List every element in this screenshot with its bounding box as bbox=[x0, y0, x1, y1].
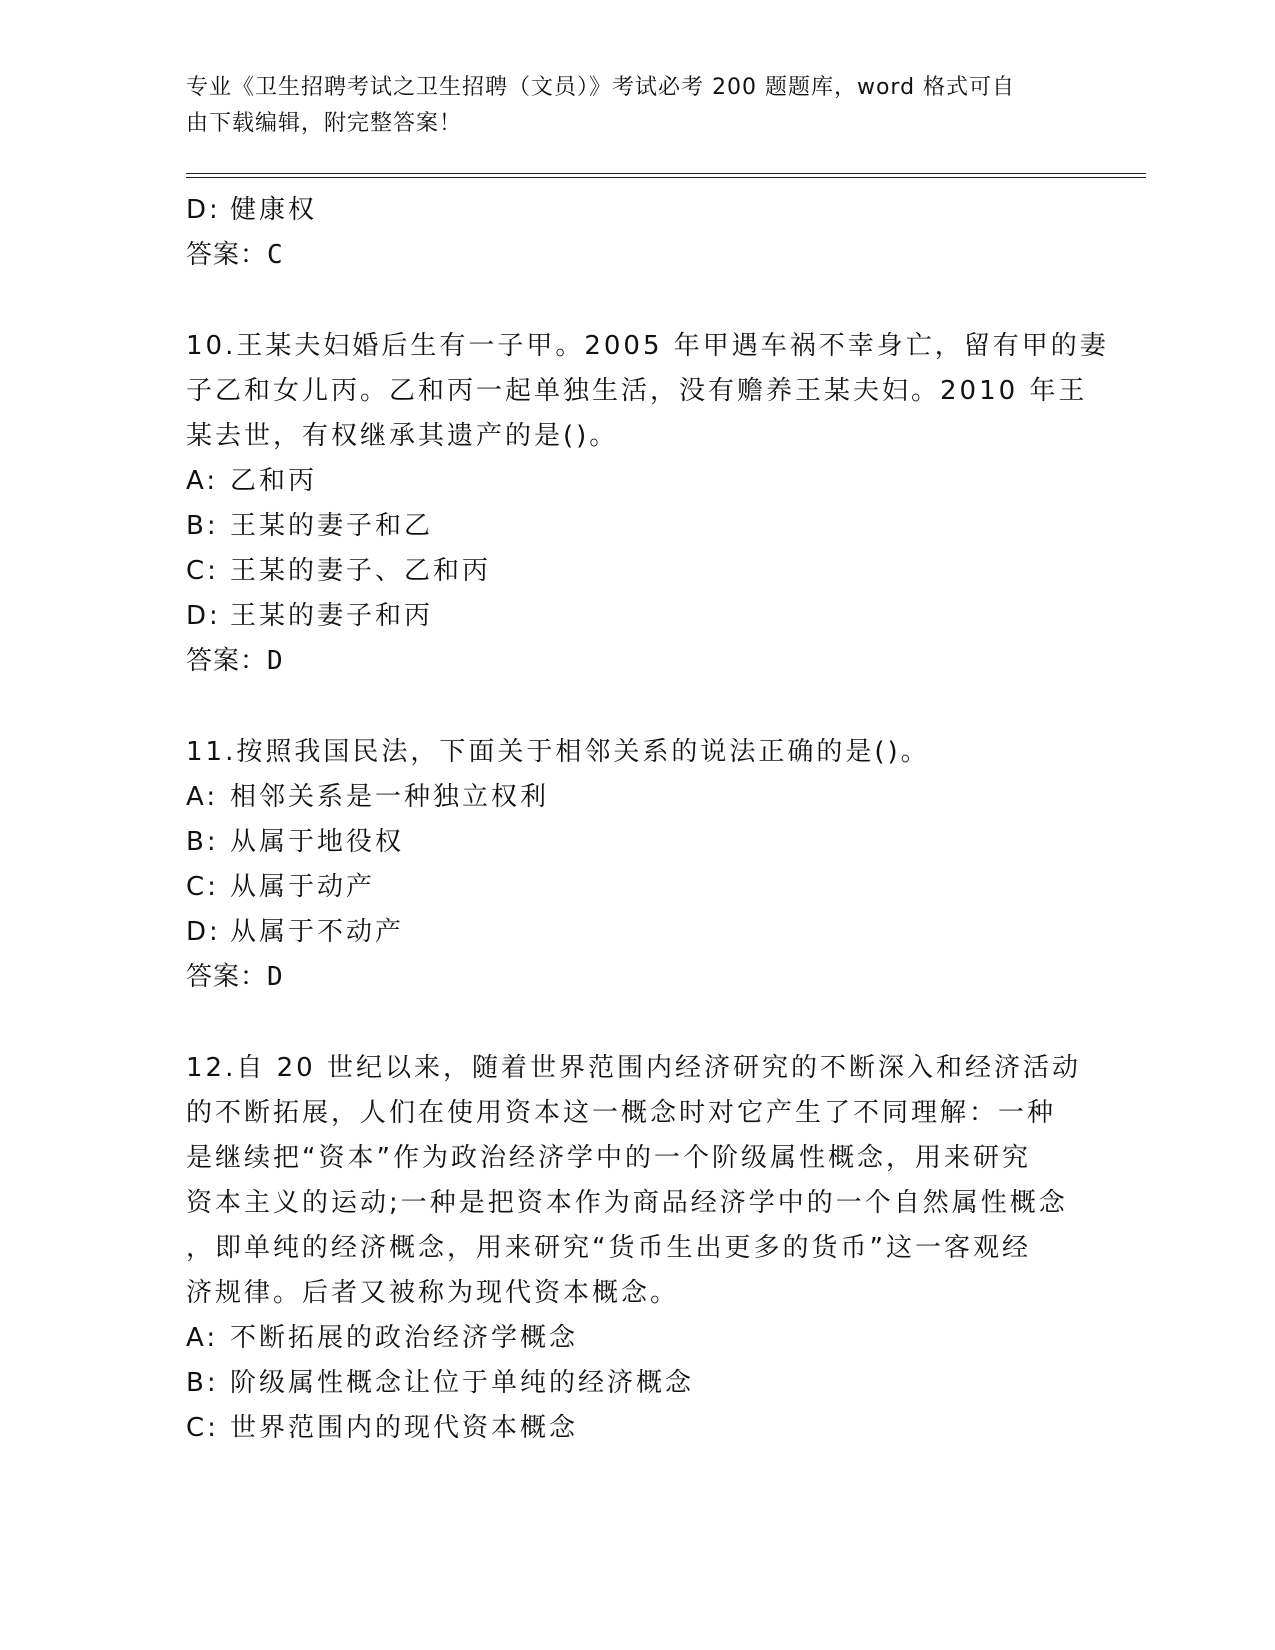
option-label: C: bbox=[186, 872, 219, 902]
answer-label: 答案： bbox=[186, 962, 268, 992]
answer-line bbox=[186, 233, 1086, 278]
header-line-2: 由下载编辑，附完整答案！ bbox=[186, 111, 463, 136]
option-c bbox=[186, 865, 1086, 910]
option-label: B: bbox=[186, 1368, 219, 1398]
answer-value: D bbox=[267, 646, 284, 676]
answer-value: C bbox=[267, 240, 284, 270]
document-body bbox=[186, 188, 1109, 1451]
option-b bbox=[186, 820, 1086, 865]
option-label: A: bbox=[186, 782, 219, 812]
option-text: 阶级属性概念让位于单纯的经济概念 bbox=[230, 1368, 695, 1398]
option-label: D: bbox=[186, 195, 221, 225]
option-label: C: bbox=[186, 556, 219, 586]
option-text: 不断拓展的政治经济学概念 bbox=[230, 1323, 579, 1353]
question-text-line: 资本主义的运动;一种是把资本作为商品经济学中的一个自然属性概念 bbox=[186, 1188, 1068, 1218]
option-text: 从属于不动产 bbox=[230, 917, 405, 947]
answer-line bbox=[186, 639, 1086, 684]
option-label: A: bbox=[186, 1323, 219, 1353]
option-d bbox=[186, 188, 1086, 233]
option-label: B: bbox=[186, 827, 219, 857]
option-label: D: bbox=[186, 601, 221, 631]
option-text: 乙和丙 bbox=[230, 466, 318, 496]
option-text: 相邻关系是一种独立权利 bbox=[230, 782, 550, 812]
option-text: 王某的妻子、乙和丙 bbox=[230, 556, 492, 586]
option-text: 从属于地役权 bbox=[230, 827, 405, 857]
answer-label: 答案： bbox=[186, 240, 268, 270]
option-label: A: bbox=[186, 466, 219, 496]
question-text-line: 10.王某夫妇婚后生有一子甲。2005 年甲遇车祸不幸身亡，留有甲的妻 bbox=[186, 331, 1109, 361]
option-label: C: bbox=[186, 1413, 219, 1443]
question-12 bbox=[186, 1046, 1086, 1451]
option-text: 从属于动产 bbox=[230, 872, 376, 902]
question-text-line: 11.按照我国民法，下面关于相邻关系的说法正确的是()。 bbox=[186, 737, 930, 767]
spacer bbox=[186, 1000, 1086, 1046]
option-text: 王某的妻子和丙 bbox=[230, 601, 434, 631]
header-divider-bottom bbox=[186, 177, 1146, 178]
option-c bbox=[186, 1406, 1086, 1451]
question-10 bbox=[186, 324, 1109, 684]
question-text-line: 12.自 20 世纪以来，随着世界范围内经济研究的不断深入和经济活动 bbox=[186, 1053, 1081, 1083]
option-a bbox=[186, 775, 1086, 820]
option-c bbox=[186, 549, 1086, 594]
header-line-1: 专业《卫生招聘考试之卫生招聘（文员）》考试必考 200 题题库，word 格式可自 bbox=[186, 75, 1016, 100]
option-d bbox=[186, 910, 1086, 955]
question-text-line: 子乙和女儿丙。乙和丙一起单独生活，没有赡养王某夫妇。2010 年王 bbox=[186, 376, 1088, 406]
question-text-line: 是继续把“资本”作为政治经济学中的一个阶级属性概念，用来研究 bbox=[186, 1143, 1031, 1173]
question-text-line: 的不断拓展，人们在使用资本这一概念时对它产生了不同理解：一种 bbox=[186, 1098, 1057, 1128]
answer-label: 答案： bbox=[186, 646, 268, 676]
answer-line bbox=[186, 955, 1086, 1000]
option-label: D: bbox=[186, 917, 221, 947]
answer-value: D bbox=[267, 962, 284, 992]
option-d bbox=[186, 594, 1086, 639]
spacer bbox=[186, 684, 1086, 730]
option-a bbox=[186, 459, 1086, 504]
option-text: 健康权 bbox=[230, 195, 318, 225]
question-text-line: ，即单纯的经济概念，用来研究“货币生出更多的货币”这一客观经 bbox=[186, 1233, 1031, 1263]
option-b bbox=[186, 1361, 1086, 1406]
option-text: 世界范围内的现代资本概念 bbox=[230, 1413, 579, 1443]
option-label: B: bbox=[186, 511, 219, 541]
previous-question-tail bbox=[186, 188, 1086, 278]
question-11 bbox=[186, 730, 1086, 1000]
header-divider-top bbox=[186, 173, 1146, 174]
question-text-line: 济规律。后者又被称为现代资本概念。 bbox=[186, 1278, 680, 1308]
document-header bbox=[186, 70, 1086, 142]
spacer bbox=[186, 278, 1086, 324]
option-text: 王某的妻子和乙 bbox=[230, 511, 434, 541]
question-text-line: 某去世，有权继承其遗产的是()。 bbox=[186, 421, 619, 451]
option-a bbox=[186, 1316, 1086, 1361]
option-b bbox=[186, 504, 1086, 549]
